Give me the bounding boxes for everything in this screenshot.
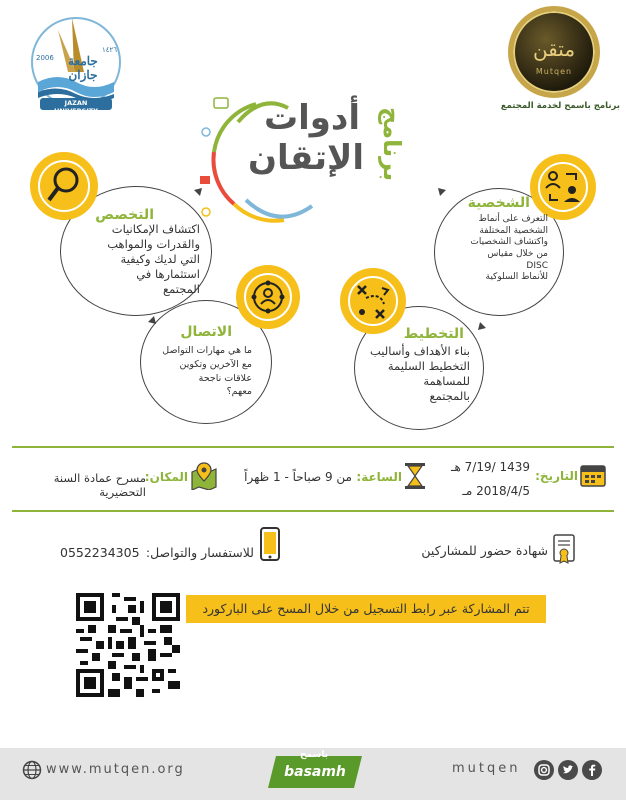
university-year-greg: 2006 [36,54,54,62]
communication-text: ما هي مهارات التواصل مع الآخرين وتكوين علاقات ناجحة معهم؟ [162,345,252,398]
title-line1: أدوات [263,98,361,138]
registration-banner [186,595,546,623]
specialization-title: التخصص [95,207,154,223]
mutqen-logo [508,6,600,98]
communication-title: الاتصال [180,324,232,340]
calendar-icon [580,463,606,487]
phone-icon [260,527,280,561]
planning-text: بناء الأهداف وأساليب التخطيط السليمة للمساهمة بالمجتمع [369,344,470,403]
social-handle[interactable]: mutqen [452,761,521,776]
title-line2: الإتقان [248,138,364,178]
personality-text: التعرف على أنماط الشخصية المختلفة واكتشاف الشخصيات من خلال مقياس DISC للأنماط السلوكية [470,214,548,283]
network-people-icon [250,279,286,315]
basamh-logo-arabic: باسمح [300,750,329,760]
twitter-icon[interactable] [558,760,578,780]
planning-icon-badge [340,268,406,334]
website-link[interactable]: www.mutqen.org [46,762,185,777]
communication-icon-badge [236,265,300,329]
planning-title: التخطيط [403,326,464,342]
footer [0,748,626,800]
hourglass-icon [404,462,426,490]
qr-code[interactable] [76,593,180,697]
place-value: مسرح عمادة السنة التحضيرية [53,471,146,499]
divider-bottom [12,510,614,512]
basamh-logo [268,756,362,788]
university-english-name: JAZAN UNIVERSITY [54,99,98,115]
person-swap-icon [544,168,582,206]
title-prefix: برنامج [378,106,406,182]
place-label: المكان: [144,470,188,484]
magnifier-icon [46,166,82,206]
university-arabic-name: جامعة جازان [68,54,98,82]
mutqen-logo-arabic: متقن [532,37,576,61]
time-value: من 9 صباحاً - 1 ظهراً [244,470,352,484]
certificate-icon [552,534,576,564]
personality-title: الشخصية [467,195,530,211]
globe-icon [22,760,42,780]
contact-phone[interactable]: 0552234305 [60,545,140,560]
basamh-logo-text: basamh [284,764,346,780]
instagram-icon[interactable] [534,760,554,780]
divider-top [12,446,614,448]
specialization-text: اكتشاف الإمكانيات والقدرات والمواهب التي لديك وكيفية استثمارها في المجتمع [107,222,200,296]
registration-text: تتم المشاركة عبر رابط التسجيل من خلال المسح على الباركورد [202,601,530,616]
time-label: الساعة: [356,470,402,484]
date-gregorian: 2018/4/5 مـ [462,484,530,498]
facebook-icon[interactable] [582,760,602,780]
jazan-university-logo [28,12,124,115]
title-arc-bottom [244,196,314,226]
program-name: برنامج باسمح لخدمة المجتمع [500,101,620,111]
date-label: التاريخ: [535,469,578,483]
date-hijri: 1439 /7/19 هـ [450,460,530,474]
map-pin-icon [190,462,218,490]
strategy-play-icon [354,282,392,320]
university-year-hijri: ١٤٢٦ [102,46,118,54]
personality-icon-badge [530,154,596,220]
certificate-text: شهادة حضور للمشاركين [421,543,548,558]
contact-label: للاستفسار والتواصل: [145,545,254,560]
specialization-icon-badge [30,152,98,220]
mutqen-logo-latin: Mutqen [535,67,573,76]
